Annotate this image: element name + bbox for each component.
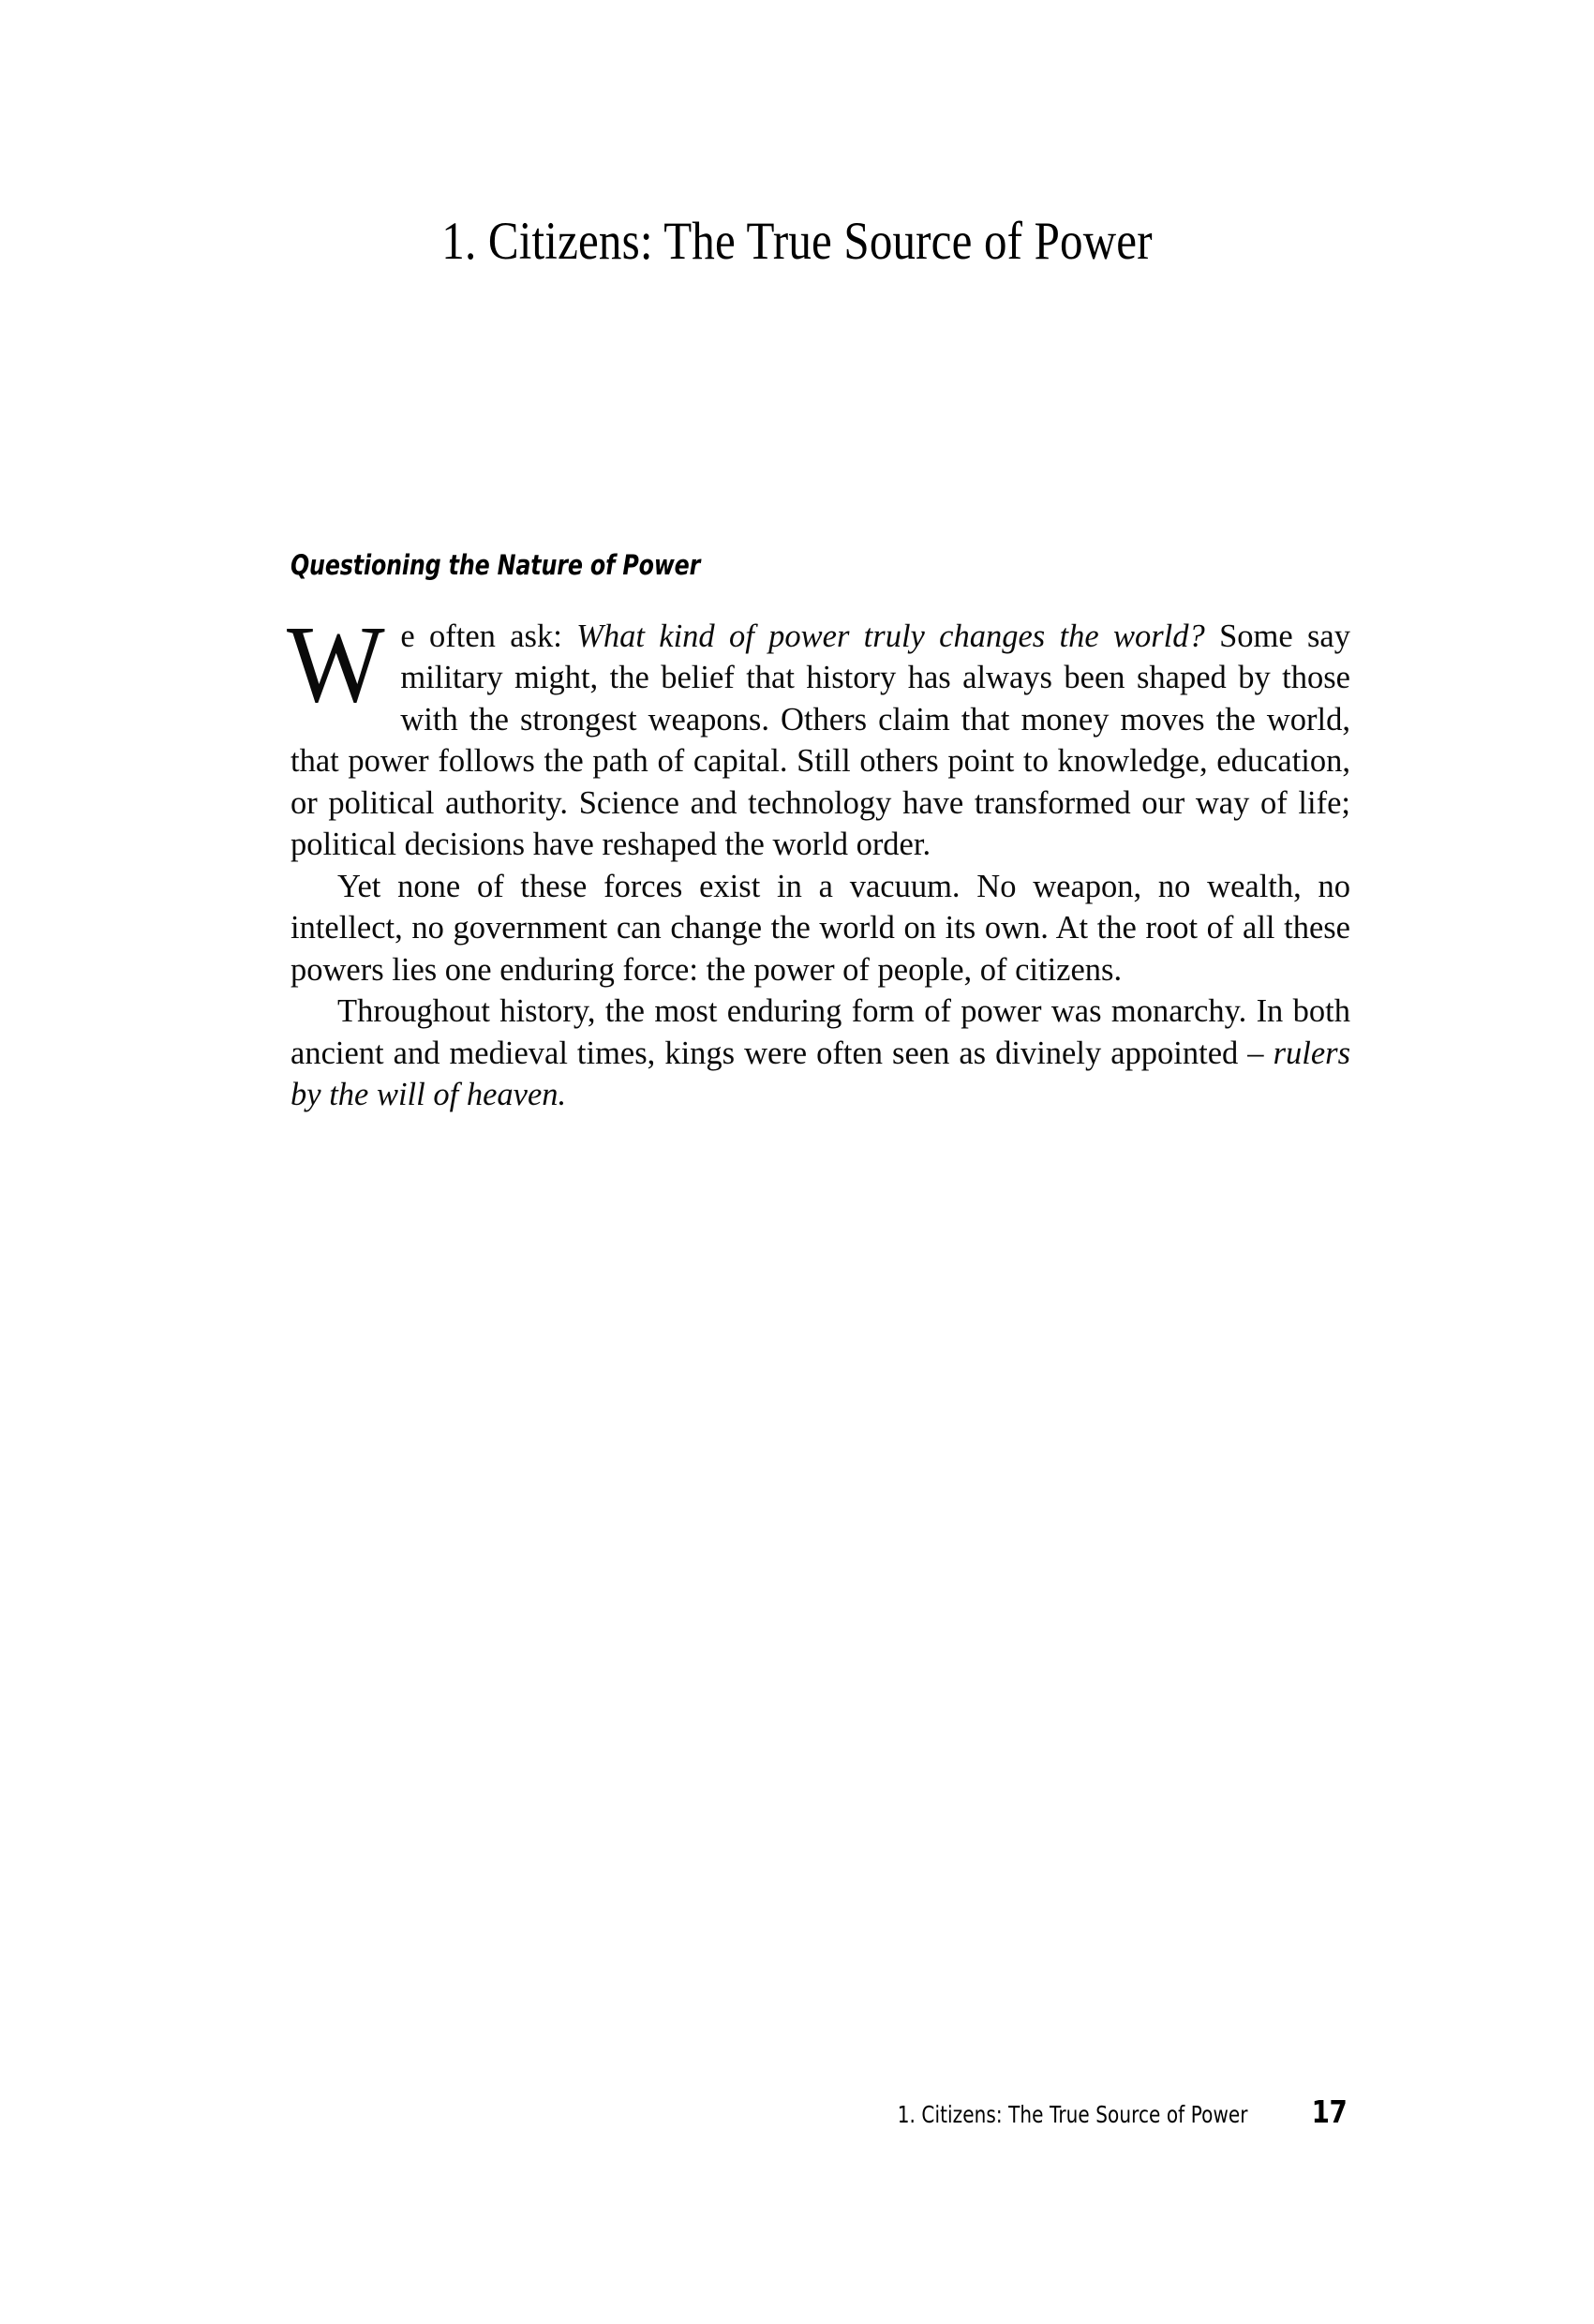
- paragraph-1: [287, 602, 1350, 866]
- paragraph-1-rest: Some say military might, the belief that history has always been shaped by those with the strongest weapons. Others claim that money moves the world, that power follows the path of capital. Still others point to knowledge, education, or political authority. Science and technology have transformed our way of life; political decisions have reshaped the world order.: [290, 618, 1350, 863]
- paragraph-3-roman: Throughout history, the most enduring form of power was monarchy. In both ancient and medieval times, kings were often seen as divinely appointed –: [290, 993, 1350, 1071]
- paragraph-1-lead-roman: e often ask:: [400, 618, 577, 654]
- section-heading: Questioning the Nature of Power: [290, 549, 701, 581]
- footer-running-title: 1. Citizens: The True Source of Power: [897, 2101, 1248, 2128]
- drop-cap: W: [287, 602, 385, 725]
- paragraph-3: [290, 991, 1350, 1116]
- paragraph-2: Yet none of these forces exist in a vacuum. No weapon, no wealth, no intellect, no government can change the world on its own. At the root of all these powers lies one enduring force: the power of people, of citizens.: [290, 868, 1350, 988]
- page-title: 1. Citizens: The True Source of Power: [441, 212, 1153, 272]
- paragraph-1-lead-italic: What kind of power truly changes the world?: [576, 618, 1205, 654]
- paragraph-3-italic: rulers by the will of heaven.: [290, 1035, 1350, 1113]
- page-footer: [290, 2093, 1350, 2130]
- footer-page-number: 17: [1311, 2093, 1348, 2130]
- text-column: [287, 549, 1350, 1116]
